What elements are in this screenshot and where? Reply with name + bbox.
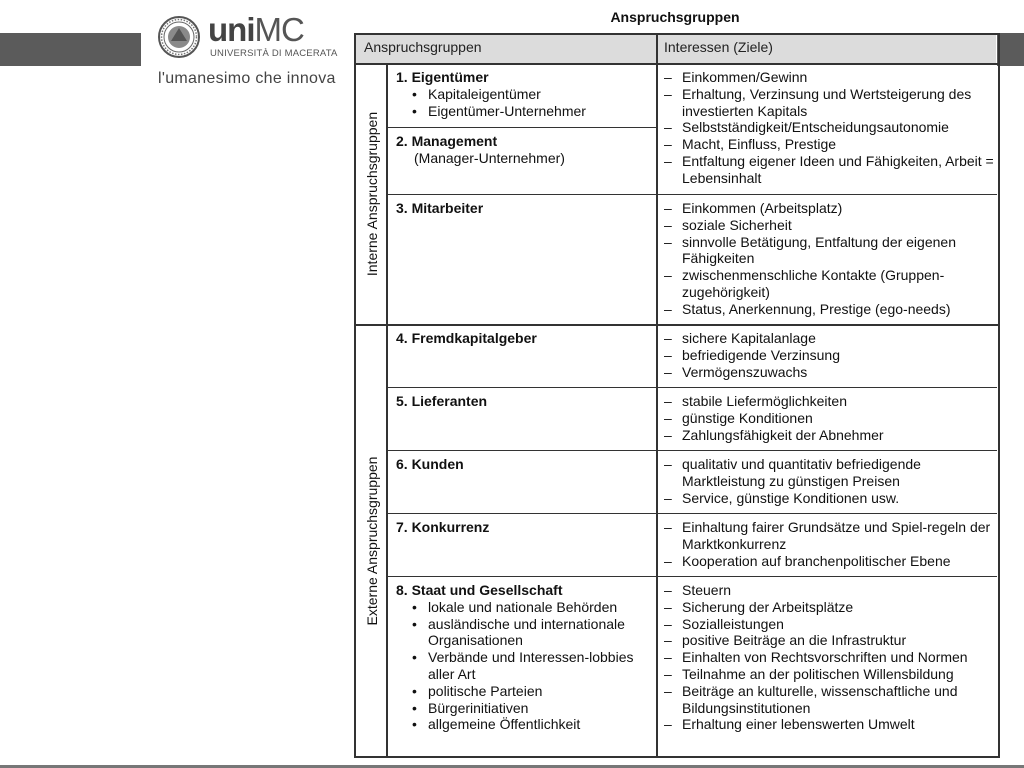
interest-list [662,582,994,733]
interest-item: – Einhaltung fairer Grundsätze und Spiel-regeln der Marktkonkurrenz [662,519,994,553]
interest-cell [662,582,994,733]
table-rule [386,194,997,195]
group-title: 3. Mitarbeiter [396,200,484,216]
interest-cell [662,330,994,380]
group-subgroup: • politische Parteien [410,683,654,700]
interest-item: – Erhaltung einer lebenswerten Umwelt [662,716,994,733]
group-cell [396,456,654,473]
group-title: 8. Staat und Gesellschaft [396,582,563,598]
side-label-external: Externe Anspruchsgruppen [364,456,380,626]
group-subgroup: • allgemeine Öffentlichkeit [410,716,654,733]
interest-list [662,200,994,318]
header-bar-right [997,33,1024,66]
interest-item: – Teilnahme an der politischen Willensbildung [662,666,994,683]
table-rule [386,64,388,757]
table-rule [386,387,997,388]
table-rule [354,63,998,65]
group-cell [396,200,654,217]
interest-item: – Status, Anerkennung, Prestige (ego-needs) [662,301,994,318]
logo-wordmark [208,11,348,48]
group-cell [396,69,654,119]
interest-item: – Selbstständigkeit/Entscheidungsautonomie [662,119,994,136]
table-rule [386,127,657,128]
group-subgroup: • Eigentümer-Unternehmer [410,103,654,120]
group-title: 4. Fremdkapitalgeber [396,330,537,346]
table-rule [656,33,658,757]
interest-item: – sichere Kapitalanlage [662,330,994,347]
group-title: 7. Konkurrenz [396,519,490,535]
group-subtitle: (Manager-Unternehmer) [414,149,565,166]
interest-item: – Sicherung der Arbeitsplätze [662,599,994,616]
interest-item: – Vermögenszuwachs [662,364,994,381]
column-header-groups: Anspruchsgruppen [364,39,482,55]
interest-item: – Beiträge an kulturelle, wissenschaftliche und Bildungsinstitutionen [662,683,994,717]
table-rule [354,324,998,326]
column-header-interests: Interessen (Ziele) [664,39,773,55]
group-subgroup: • ausländische und internationale Organisationen [410,616,654,650]
interest-item: – Erhaltung, Verzinsung und Wertsteigerung des investierten Kapitals [662,86,994,120]
interest-cell [662,200,994,318]
table-rule [386,450,997,451]
interest-cell [662,456,994,506]
interest-item: – stabile Liefermöglichkeiten [662,393,994,410]
logo-wordmark-mc: MC [254,11,304,48]
interest-list [662,519,994,569]
interest-item: – Einhalten von Rechtsvorschriften und Normen [662,649,994,666]
interest-item: – Einkommen (Arbeitsplatz) [662,200,994,217]
interest-item: – Macht, Einfluss, Prestige [662,136,994,153]
group-title: 6. Kunden [396,456,464,472]
logo-wordmark-uni: uni [208,11,255,48]
university-seal-icon [158,16,200,58]
page-title: Anspruchsgruppen [610,9,740,25]
group-subgroup: • lokale und nationale Behörden [410,599,654,616]
interest-item: – positive Beiträge an die Infrastruktur [662,632,994,649]
interest-item: – sinnvolle Betätigung, Entfaltung der eigenen Fähigkeiten [662,234,994,268]
group-cell [396,582,654,733]
group-subgroup-list [396,599,654,733]
interest-item: – Zahlungsfähigkeit der Abnehmer [662,427,994,444]
logo-tagline: l'umanesimo che innova [158,70,336,87]
interest-item: – befriedigende Verzinsung [662,347,994,364]
side-label-internal: Interne Anspruchsgruppen [364,111,380,277]
interest-cell [662,393,994,443]
group-title: 1. Eigentümer [396,69,489,85]
group-cell [396,330,654,347]
group-cell [396,519,654,536]
interest-item: – Kooperation auf branchenpolitischer Ebene [662,553,994,570]
interest-item: – soziale Sicherheit [662,217,994,234]
interest-list [662,456,994,506]
group-cell [396,393,654,410]
university-logo [158,11,343,94]
group-subgroup-list [396,86,654,120]
interest-item: – günstige Konditionen [662,410,994,427]
table-rule [386,576,997,577]
group-subgroup: • Verbände und Interessen-lobbies aller Art [410,649,654,683]
interest-item: – Entfaltung eigener Ideen und Fähigkeiten, Arbeit = Lebensinhalt [662,153,994,187]
interest-list [662,330,994,380]
interest-item: – Service, günstige Konditionen usw. [662,490,994,507]
group-cell [396,133,654,167]
table-rule [354,756,998,758]
table-rule [354,33,998,35]
interest-cell [662,519,994,569]
group-subgroup: • Kapitaleigentümer [410,86,654,103]
interest-item: – Steuern [662,582,994,599]
group-title: 2. Management [396,133,498,149]
header-bar-left [0,33,141,66]
interest-item: – Einkommen/Gewinn [662,69,994,86]
interest-cell [662,69,994,187]
interest-list [662,393,994,443]
group-title: 5. Lieferanten [396,393,488,409]
group-subgroup: • Bürgerinitiativen [410,700,654,717]
interest-item: – qualitativ und quantitativ befriedigende Marktleistung zu günstigen Preisen [662,456,994,490]
table-rule [386,513,997,514]
logo-subline: UNIVERSITÀ DI MACERATA [210,48,338,59]
interest-item: – zwischenmenschliche Kontakte (Gruppen-zugehörigkeit) [662,267,994,301]
interest-list [662,69,994,187]
interest-item: – Sozialleistungen [662,616,994,633]
